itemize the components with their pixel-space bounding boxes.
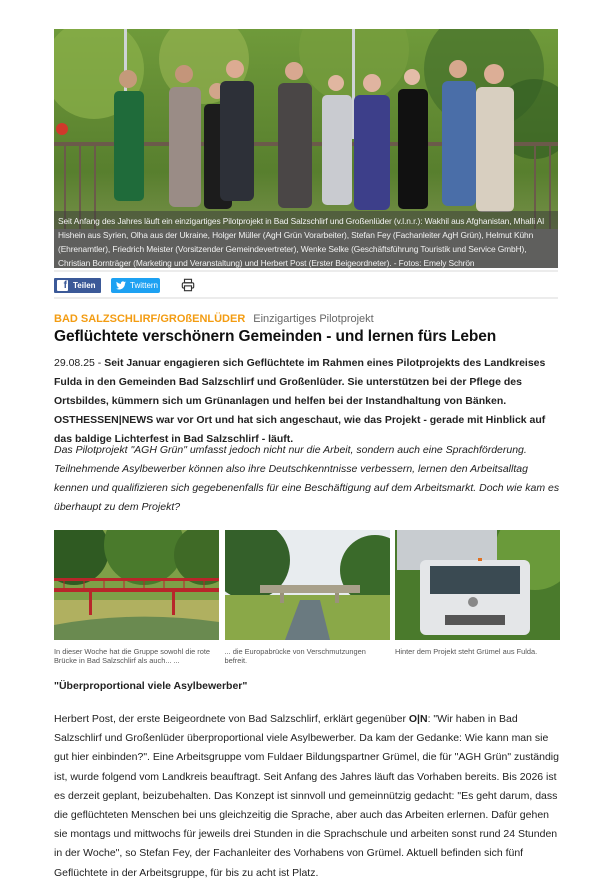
- red-bridge-illustration: [54, 530, 219, 640]
- gallery-caption: Hinter dem Projekt steht Grümel aus Fulda.: [395, 647, 538, 656]
- stone-bridge-illustration: [225, 530, 390, 640]
- gallery-item[interactable]: [54, 530, 219, 665]
- gallery-image-red-bridge[interactable]: [54, 530, 219, 640]
- body-text: : "Wir haben in Bad Salzschlirf und Großenlüder überproportional viele Asylbewerber. Da kam der Gedanke: Wie kann man sie gut hier einbinden?". Eine Arbeitsgruppe vom Fuldaer Bildungspartner Grümel, die für "AGH Grün" zuständig ist, wurde folgend vom Landkreis beauftragt. Seit Anfang des Jahres läuft das Vorhaben bereits. Bis 2026 ist es derzeit geplant, beizubehalten. Das Konzept ist sinnvoll und gemeinnützig gedacht: "Es geht darum, dass die geflüchteten Menschen bei uns gleichzeitig die Sprache, aber auch das Arbeiten erlernen. Dafür gehen sie montags und mittwochs für jeweils drei Stunden in die Sprachschule und arbeiten sonst rund 24 Stunden in der Woche", so Stefan Fey, der Fachanleiter des Vorhabens von Grümel. Aktuell befinden sich fünf Geflüchtete in der Arbeitsgruppe, für bis zu acht ist Platz.: [54, 713, 559, 879]
- article-topic: Einzigartiges Pilotprojekt: [253, 313, 374, 325]
- photo-gallery: [54, 530, 560, 665]
- gallery-caption: In dieser Woche hat die Gruppe sowohl die rote Brücke in Bad Salzschlirf als auch... ...: [54, 647, 210, 665]
- divider: [54, 270, 558, 272]
- twitter-share-button[interactable]: [111, 278, 160, 293]
- facebook-icon: f: [57, 280, 68, 291]
- article-lead: [54, 354, 564, 449]
- van-illustration: [395, 530, 560, 640]
- article-date: 29.08.25 -: [54, 357, 105, 369]
- gallery-image-europabruecke[interactable]: [225, 530, 390, 640]
- article-lead-text: Seit Januar engagieren sich Geflüchtete im Rahmen eines Pilotprojekts des Landkreises Fulda in den Gemeinden Bad Salzschlirf und Großenlüder. Sie unterstützen bei der Pflege des Ortsbildes, kümmern sich um Grünanlagen und helfen bei der Instandhaltung von Bänken. OSTHESSEN|NEWS war vor Ort und hat sich angeschaut, wie das Projekt - gerade mit Hinblick auf das baldige Lichterfest in Bad Salzschlirf - läuft.: [54, 357, 546, 445]
- twitter-bird-icon: [116, 281, 126, 290]
- printer-icon[interactable]: [181, 278, 195, 292]
- body-text: Herbert Post, der erste Beigeordnete von Bad Salzschlirf, erklärt gegenüber: [54, 713, 409, 725]
- gallery-image-gruemel-van[interactable]: [395, 530, 560, 640]
- article-body-paragraph: [54, 710, 564, 882]
- divider: [54, 297, 558, 299]
- hero-photo[interactable]: [54, 29, 558, 268]
- article-intro: Das Pilotprojekt "AGH Grün" umfasst jedoch nicht nur die Arbeit, sondern auch eine Sprachförderung. Teilnehmende Asylbewerber können also ihre Deutschkenntnisse verbessern, lernen den Arbeitsalltag kennen und qualifizieren sich gegebenenfalls für eine Beschäftigung auf dem Arbeitsmarkt. Doch wie kam es überhaupt zu dem Projekt?: [54, 444, 560, 513]
- gallery-item[interactable]: [225, 530, 390, 665]
- brand-link[interactable]: O|N: [408, 713, 428, 725]
- gallery-item[interactable]: [395, 530, 560, 665]
- hero-photo-caption: Seit Anfang des Jahres läuft ein einzigartiges Pilotprojekt in Bad Salzschlirf und Großenlüder (v.l.n.r.): Wakhil aus Afghanistan, Mhalli Al Hishein aus Syrien, Olha aus der Ukraine, Holger Müller (AgH Grün Vorarbeiter), Stefan Fey (Fachanleiter AgH Grün), Helmut Kühn (Ehrenamtler), Friedrich Meister (Vorsitzender Gemeindevertreter), Wenke Selke (Geschäftsführung Touristik und Service GmbH), Christian Bornträger (Marketing und Veranstaltung) und Herbert Post (Erster Beigeordneter). - Fotos: Emely Schrön: [54, 211, 558, 268]
- facebook-share-button[interactable]: [54, 278, 101, 293]
- gallery-caption: ... die Europabrücke von Verschmutzungen befreit.: [224, 647, 366, 665]
- article-subheading: "Überproportional viele Asylbewerber": [54, 680, 248, 692]
- article-kicker: [54, 313, 374, 325]
- share-bar: [54, 277, 195, 293]
- twitter-share-label: Twittern: [130, 280, 159, 290]
- article-headline: Geflüchtete verschönern Gemeinden - und lernen fürs Leben: [54, 328, 497, 345]
- article-region[interactable]: BAD SALZSCHLIRF/GROßENLÜDER: [54, 313, 246, 325]
- facebook-share-label: Teilen: [73, 280, 96, 290]
